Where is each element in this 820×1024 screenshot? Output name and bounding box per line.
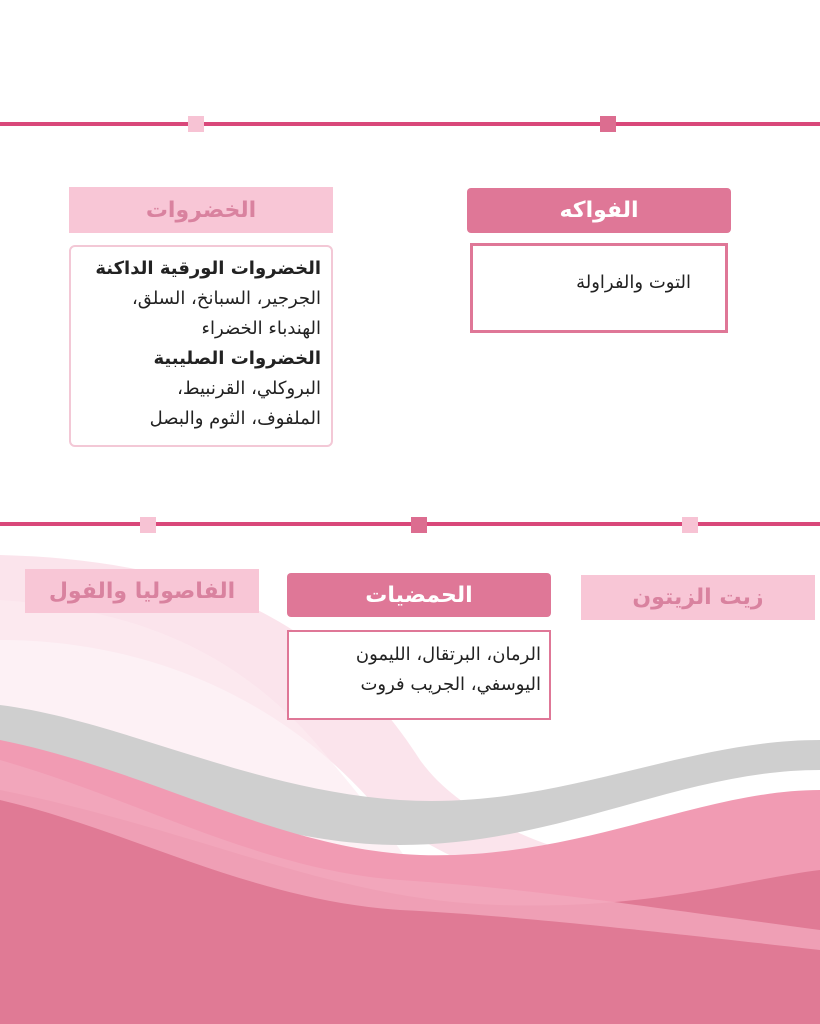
legumes-header	[25, 569, 259, 613]
middle-divider-marker-center	[411, 517, 427, 533]
middle-divider-marker-right	[682, 517, 698, 533]
citrus-line1: الرمان، البرتقال، الليمون	[355, 644, 541, 665]
citrus-box	[287, 630, 551, 720]
top-divider-line	[0, 122, 820, 126]
fruits-item: التوت والفراولة	[576, 272, 691, 293]
vegetables-group2-line1: البروكلي، القرنبيط،	[177, 378, 321, 399]
fruits-box	[470, 243, 728, 333]
vegetables-title: الخضروات	[145, 197, 257, 223]
vegetables-group1-line1: الجرجير، السبانخ، السلق،	[132, 288, 321, 309]
fruits-title: الفواكه	[559, 198, 639, 223]
citrus-title: الحمضيات	[365, 582, 473, 608]
vegetables-group1-line2: الهندباء الخضراء	[201, 318, 321, 339]
vegetables-group1-title: الخضروات الورقية الداكنة	[95, 258, 321, 279]
fruits-header	[467, 188, 731, 233]
vegetables-header	[69, 187, 333, 233]
vegetables-group2-line2: الملفوف، الثوم والبصل	[149, 408, 321, 429]
legumes-title: الفاصوليا والفول	[48, 578, 236, 604]
top-divider-marker-light	[188, 116, 204, 132]
vegetables-group2-title: الخضروات الصليبية	[153, 348, 321, 369]
citrus-line2: اليوسفي، الجريب فروت	[360, 674, 541, 695]
middle-divider-marker-left	[140, 517, 156, 533]
citrus-header	[287, 573, 551, 617]
top-divider-marker-dark	[600, 116, 616, 132]
olive-oil-title: زيت الزيتون	[632, 585, 764, 610]
olive-oil-header	[581, 575, 815, 620]
vegetables-box	[69, 245, 333, 447]
